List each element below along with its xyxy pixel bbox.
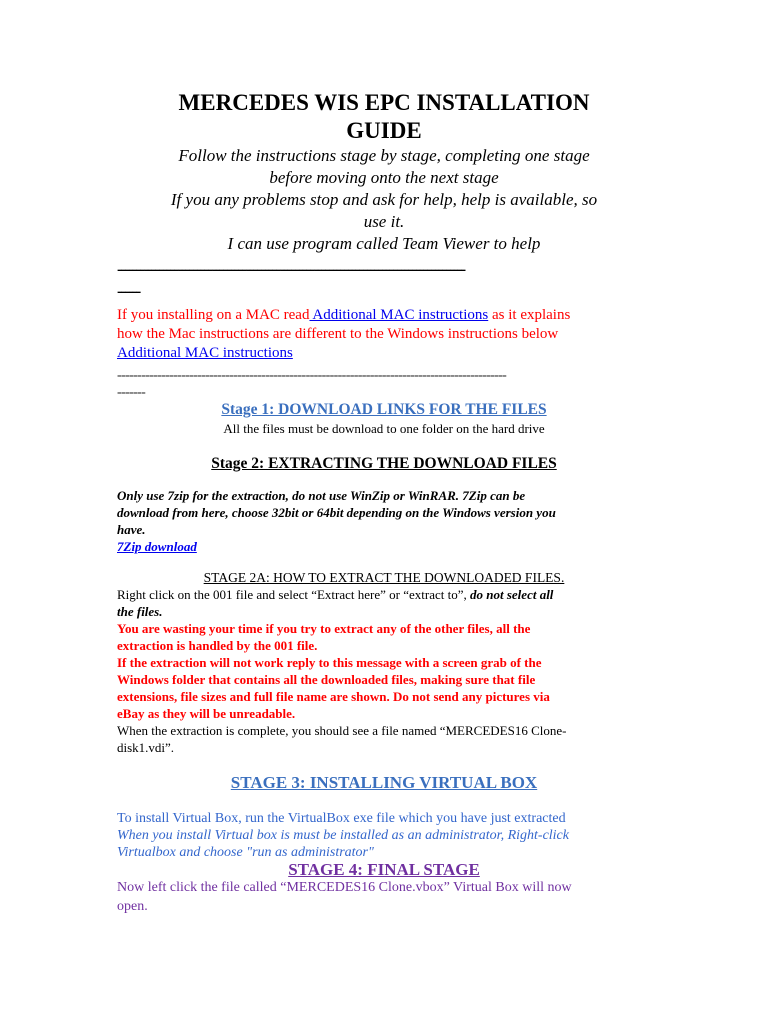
- stage2a-complete-line2: disk1.vdi”.: [117, 740, 175, 755]
- stage2-heading-text: Stage 2: EXTRACTING THE DOWNLOAD FILES: [211, 455, 557, 472]
- mac-note-text: If you installing on a MAC read: [117, 307, 310, 323]
- stage2a-line2: the files.: [117, 604, 163, 619]
- separator-thin-line2: -------: [117, 385, 146, 400]
- stage2a-heading-text: STAGE 2A: HOW TO EXTRACT THE DOWNLOADED FILES.: [203, 570, 565, 585]
- separator-bold-line2: ------: [117, 283, 140, 300]
- stage2a-warning2-line4: eBay as they will be unreadable.: [117, 706, 296, 721]
- stage2a-line1: [117, 586, 553, 603]
- stage2-heading: [0, 455, 768, 473]
- separator-thin-line1: -------------------------------------------------------------------------------------------------: [117, 368, 507, 383]
- stage2-para-line2: download from here, choose 32bit or 64bit depending on the Windows version you: [117, 505, 556, 520]
- stage4-heading: [0, 860, 768, 880]
- mac-note-line1: [117, 306, 570, 325]
- stage2a-line1-text: Right click on the 001 file and select “Extract here” or “extract to”,: [117, 587, 471, 602]
- mac-instructions-link-inline[interactable]: Additional MAC instructions: [309, 307, 489, 323]
- stage4-line2: open.: [117, 899, 148, 914]
- stage2a-warning2-line2: Windows folder that contains all the downloaded files, making sure that file: [117, 672, 536, 687]
- intro-line-1: Follow the instructions stage by stage, completing one stage: [178, 146, 590, 165]
- stage1-text: All the files must be download to one folder on the hard drive: [223, 421, 545, 436]
- stage3-heading[interactable]: [0, 773, 768, 793]
- intro-line-4: use it.: [363, 212, 405, 231]
- document-title-line2: GUIDE: [346, 118, 422, 143]
- mac-instructions-link[interactable]: Additional MAC instructions: [117, 345, 293, 361]
- stage3-line2: When you install Virtual box is must be installed as an administrator, Right-click: [117, 828, 569, 843]
- stage1-heading[interactable]: [0, 401, 768, 419]
- stage2-para-line3: have.: [117, 522, 146, 537]
- stage2a-warning1-line2: extraction is handled by the 001 file.: [117, 638, 318, 653]
- stage2a-heading: [0, 569, 768, 586]
- 7zip-download-link[interactable]: 7Zip download: [117, 539, 197, 554]
- stage3-line1: To install Virtual Box, run the VirtualBox exe file which you have just extracted: [117, 811, 566, 826]
- mac-note-text-end: as it explains: [488, 307, 571, 323]
- stage2a-warning1-line1: You are wasting your time if you try to extract any of the other files, all the: [117, 621, 531, 636]
- stage2a-complete-line1: When the extraction is complete, you should see a file named “MERCEDES16 Clone-: [117, 723, 567, 738]
- stage4-heading-text: STAGE 4: FINAL STAGE: [288, 860, 480, 879]
- stage2a-warning2-line3: extensions, file sizes and full file name are shown. Do not send any pictures via: [117, 689, 550, 704]
- stage4-line1: Now left click the file called “MERCEDES16 Clone.vbox” Virtual Box will now: [117, 880, 572, 895]
- intro-line-5: I can use program called Team Viewer to help: [227, 234, 541, 253]
- stage2a-warning2-line1: If the extraction will not work reply to this message with a screen grab of the: [117, 655, 542, 670]
- document-title-line1: MERCEDES WIS EPC INSTALLATION: [178, 90, 590, 115]
- separator-bold-line1: --------------------------------------------------------------------------------------------: [117, 261, 465, 278]
- stage3-line3: Virtualbox and choose "run as administrator": [117, 845, 374, 860]
- stage2a-line1-bold: do not select all: [470, 587, 554, 602]
- stage1-heading-text: Stage 1: DOWNLOAD LINKS FOR THE FILES: [221, 401, 547, 418]
- stage2-para-line1: Only use 7zip for the extraction, do not use WinZip or WinRAR. 7Zip can be: [117, 488, 526, 503]
- intro-line-3: If you any problems stop and ask for help, help is available, so: [170, 190, 598, 209]
- intro-line-2: before moving onto the next stage: [269, 168, 499, 187]
- mac-note-line2: how the Mac instructions are different to the Windows instructions below: [117, 326, 559, 342]
- stage3-heading-text: STAGE 3: INSTALLING VIRTUAL BOX: [230, 773, 538, 792]
